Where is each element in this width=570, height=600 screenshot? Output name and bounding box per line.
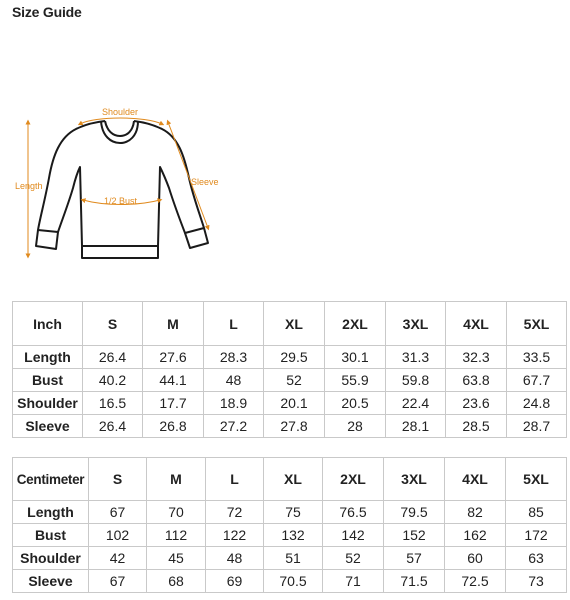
table-cell: 67.7 bbox=[507, 369, 567, 392]
table-cell: 69 bbox=[206, 570, 264, 593]
table-cell: 57 bbox=[384, 547, 445, 570]
table-cell: 17.7 bbox=[143, 392, 204, 415]
table-cell: 26.8 bbox=[143, 415, 204, 438]
table-cell: 112 bbox=[147, 524, 206, 547]
table-cell: 67 bbox=[89, 570, 147, 593]
table-cell: 28 bbox=[325, 415, 386, 438]
table-cell: 75 bbox=[264, 501, 323, 524]
row-label: Sleeve bbox=[13, 415, 83, 438]
table-cell: 68 bbox=[147, 570, 206, 593]
size-header: 4XL bbox=[445, 458, 506, 501]
table-cell: 22.4 bbox=[386, 392, 446, 415]
table-cell: 16.5 bbox=[83, 392, 143, 415]
table-cell: 51 bbox=[264, 547, 323, 570]
size-header: XL bbox=[264, 458, 323, 501]
table-row bbox=[13, 501, 567, 524]
table-cell: 28.7 bbox=[507, 415, 567, 438]
table-cell: 40.2 bbox=[83, 369, 143, 392]
table-cell: 72 bbox=[206, 501, 264, 524]
table-cell: 26.4 bbox=[83, 346, 143, 369]
size-table-inch bbox=[12, 301, 567, 438]
table-cell: 52 bbox=[323, 547, 384, 570]
table-row bbox=[13, 570, 567, 593]
table-cell: 45 bbox=[147, 547, 206, 570]
table-cell: 28.5 bbox=[446, 415, 507, 438]
table-header-row bbox=[13, 458, 567, 501]
row-label: Sleeve bbox=[13, 570, 89, 593]
table-cell: 71 bbox=[323, 570, 384, 593]
table-cell: 122 bbox=[206, 524, 264, 547]
table-cell: 67 bbox=[89, 501, 147, 524]
row-label: Length bbox=[13, 501, 89, 524]
bust-label: 1/2 Bust bbox=[104, 196, 138, 206]
sweatshirt-diagram bbox=[10, 100, 230, 270]
table-cell: 59.8 bbox=[386, 369, 446, 392]
size-header: 3XL bbox=[384, 458, 445, 501]
table-cell: 60 bbox=[445, 547, 506, 570]
table-cell: 162 bbox=[445, 524, 506, 547]
page-title: Size Guide bbox=[12, 4, 82, 20]
sweatshirt-outline bbox=[36, 121, 208, 258]
table-row bbox=[13, 369, 567, 392]
table-cell: 55.9 bbox=[325, 369, 386, 392]
size-header: L bbox=[206, 458, 264, 501]
row-label: Length bbox=[13, 346, 83, 369]
size-header: 5XL bbox=[507, 302, 567, 346]
table-cell: 29.5 bbox=[264, 346, 325, 369]
table-row bbox=[13, 415, 567, 438]
table-cell: 63 bbox=[506, 547, 567, 570]
table-cell: 27.8 bbox=[264, 415, 325, 438]
size-header: 4XL bbox=[446, 302, 507, 346]
table-cell: 44.1 bbox=[143, 369, 204, 392]
row-label: Shoulder bbox=[13, 392, 83, 415]
size-header: L bbox=[204, 302, 264, 346]
size-header: 3XL bbox=[386, 302, 446, 346]
size-header: M bbox=[147, 458, 206, 501]
table-cell: 72.5 bbox=[445, 570, 506, 593]
size-header: 2XL bbox=[325, 302, 386, 346]
table-cell: 26.4 bbox=[83, 415, 143, 438]
table-cell: 28.1 bbox=[386, 415, 446, 438]
unit-label: Inch bbox=[13, 302, 83, 346]
table-cell: 73 bbox=[506, 570, 567, 593]
table-cell: 30.1 bbox=[325, 346, 386, 369]
table-cell: 27.2 bbox=[204, 415, 264, 438]
size-header: S bbox=[83, 302, 143, 346]
table-cell: 70.5 bbox=[264, 570, 323, 593]
size-header: 5XL bbox=[506, 458, 567, 501]
table-cell: 52 bbox=[264, 369, 325, 392]
table-cell: 27.6 bbox=[143, 346, 204, 369]
table-row bbox=[13, 547, 567, 570]
size-table-centimeter bbox=[12, 457, 567, 593]
table-cell: 24.8 bbox=[507, 392, 567, 415]
size-header: 2XL bbox=[323, 458, 384, 501]
table-cell: 32.3 bbox=[446, 346, 507, 369]
size-header: M bbox=[143, 302, 204, 346]
table-cell: 102 bbox=[89, 524, 147, 547]
table-cell: 76.5 bbox=[323, 501, 384, 524]
size-header: S bbox=[89, 458, 147, 501]
table-row bbox=[13, 346, 567, 369]
table-cell: 70 bbox=[147, 501, 206, 524]
table-cell: 48 bbox=[206, 547, 264, 570]
table-cell: 152 bbox=[384, 524, 445, 547]
table-cell: 79.5 bbox=[384, 501, 445, 524]
table-row bbox=[13, 524, 567, 547]
table-cell: 132 bbox=[264, 524, 323, 547]
table-cell: 31.3 bbox=[386, 346, 446, 369]
table-row bbox=[13, 392, 567, 415]
length-label: Length bbox=[15, 181, 43, 191]
table-header-row bbox=[13, 302, 567, 346]
sleeve-label: Sleeve bbox=[191, 177, 219, 187]
table-cell: 23.6 bbox=[446, 392, 507, 415]
table-cell: 85 bbox=[506, 501, 567, 524]
shoulder-label: Shoulder bbox=[102, 107, 139, 117]
table-cell: 172 bbox=[506, 524, 567, 547]
table-cell: 71.5 bbox=[384, 570, 445, 593]
row-label: Bust bbox=[13, 369, 83, 392]
measurement-lines bbox=[28, 118, 208, 256]
size-header: XL bbox=[264, 302, 325, 346]
table-cell: 142 bbox=[323, 524, 384, 547]
table-cell: 82 bbox=[445, 501, 506, 524]
row-label: Shoulder bbox=[13, 547, 89, 570]
table-cell: 48 bbox=[204, 369, 264, 392]
table-cell: 20.1 bbox=[264, 392, 325, 415]
unit-label: Centimeter bbox=[13, 458, 89, 501]
table-cell: 28.3 bbox=[204, 346, 264, 369]
row-label: Bust bbox=[13, 524, 89, 547]
table-cell: 33.5 bbox=[507, 346, 567, 369]
table-cell: 18.9 bbox=[204, 392, 264, 415]
table-cell: 20.5 bbox=[325, 392, 386, 415]
table-cell: 42 bbox=[89, 547, 147, 570]
table-cell: 63.8 bbox=[446, 369, 507, 392]
